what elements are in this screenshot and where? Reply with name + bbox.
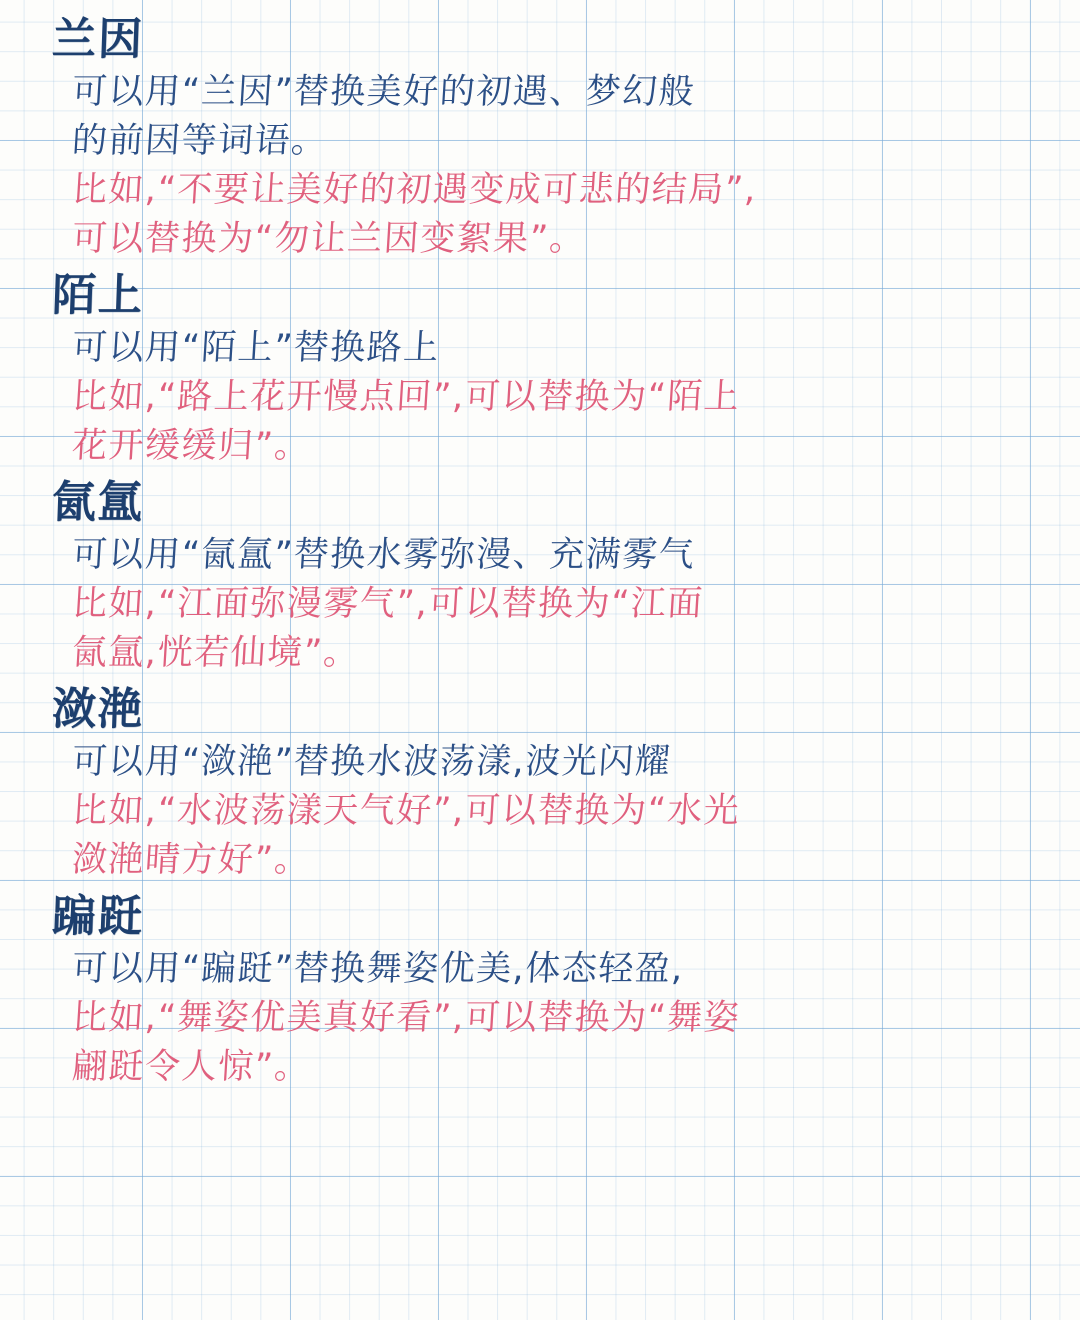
entry-title: 陌上 — [51, 269, 145, 321]
entry-line: 可以替换为“勿让兰因变絮果”。 — [70, 218, 588, 259]
note-entry — [46, 684, 1054, 885]
entry-title: 蹁跹 — [51, 890, 145, 942]
entry-title: 氤氲 — [51, 476, 145, 528]
entry-body — [72, 531, 1054, 678]
entry-line: 比如,“不要让美好的初遇变成可悲的结局”, — [70, 169, 759, 210]
entry-line: 比如,“舞姿优美真好看”,可以替换为“舞姿 — [70, 997, 742, 1038]
entry-line: 翩跹令人惊”。 — [70, 1046, 312, 1087]
note-entry — [46, 891, 1054, 1092]
entry-line: 氤氲,恍若仙境”。 — [70, 632, 362, 673]
entry-line: 花开缓缓归”。 — [70, 425, 312, 466]
entry-line: 可以用“蹁跹”替换舞姿优美,体态轻盈, — [70, 948, 686, 989]
entry-body — [72, 324, 1054, 471]
note-entry — [46, 270, 1054, 471]
entry-line: 可以用“陌上”替换路上 — [70, 327, 442, 368]
note-entry — [46, 477, 1054, 678]
entry-line: 的前因等词语。 — [70, 120, 329, 161]
entry-body — [72, 945, 1054, 1092]
note-entry — [46, 14, 1054, 264]
entry-body — [72, 68, 1054, 264]
entry-title: 潋滟 — [51, 683, 145, 735]
entry-line: 潋滟晴方好”。 — [70, 839, 312, 880]
entry-line: 比如,“水波荡漾天气好”,可以替换为“水光 — [70, 790, 742, 831]
entry-line: 可以用“兰因”替换美好的初遇、梦幻般 — [70, 71, 697, 112]
entry-line: 可以用“氤氲”替换水雾弥漫、充满雾气 — [70, 534, 697, 575]
entry-body — [72, 738, 1054, 885]
entry-line: 比如,“江面弥漫雾气”,可以替换为“江面 — [70, 583, 705, 624]
entry-line: 可以用“潋滟”替换水波荡漾,波光闪耀 — [70, 741, 673, 782]
entry-title: 兰因 — [51, 14, 145, 65]
entry-line: 比如,“路上花开慢点回”,可以替换为“陌上 — [70, 376, 742, 417]
